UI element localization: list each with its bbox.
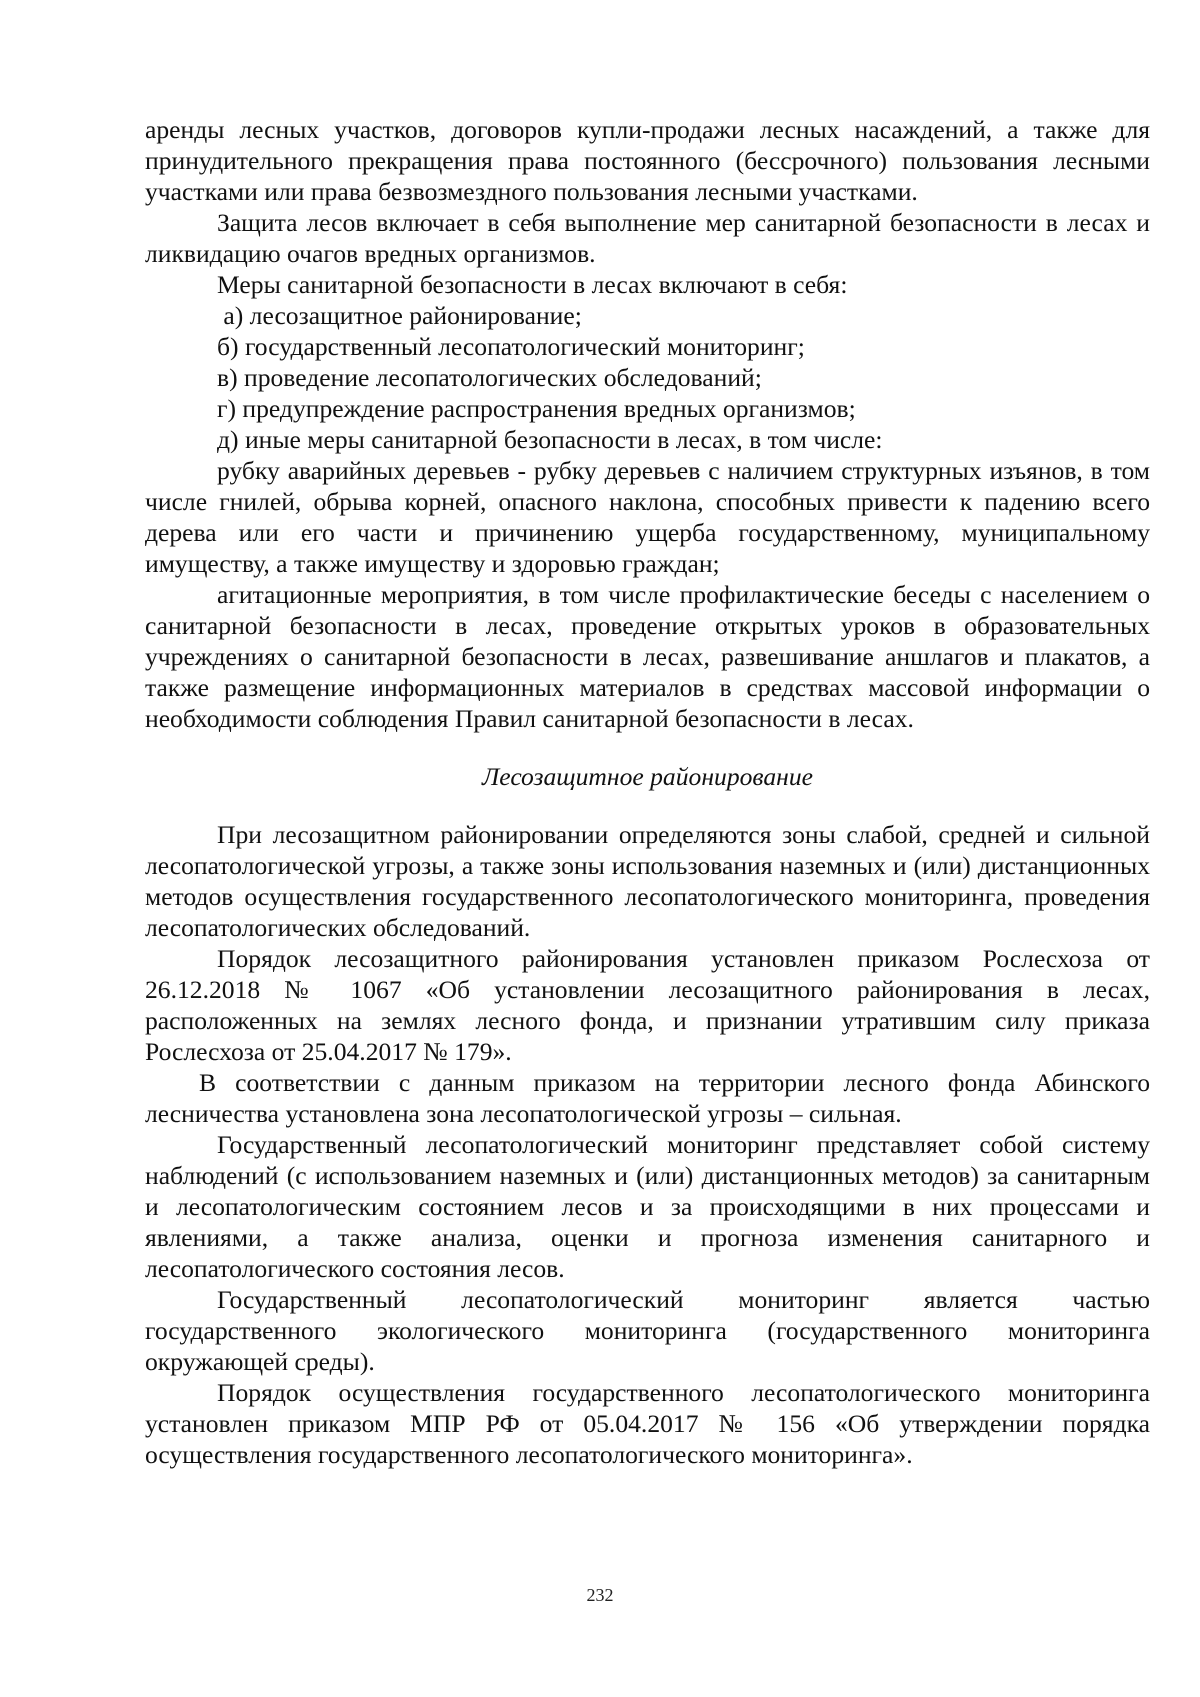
paragraph-zoning: При лесозащитном районировании определяются зоны слабой, средней и сильной лесопатологической угрозы, а также зоны использования наземных и (или) дистанционных методов осуществления государственного лесопатологического мониторинга, проведения лесопатологических обследований. <box>145 820 1150 942</box>
paragraph-forest-protection: Защита лесов включает в себя выполнение мер санитарной безопасности в лесах и ликвидацию очагов вредных организмов. <box>145 208 1150 268</box>
paragraph-zoning-order: Порядок лесозащитного районирования установлен приказом Рослесхоза от 26.12.2018 № 1067 «Об установлении лесозащитного районирования в лесах, расположенных на землях лесного фонда, и признании утратившим силу приказа Рослесхоза от 25.04.2017 № 179». <box>145 944 1150 1066</box>
list-item: в) проведение лесопатологических обследований; <box>217 363 762 392</box>
paragraph-accordance: В соответствии с данным приказом на территории лесного фонда Абинского лесничества установлена зона лесопатологической угрозы – сильная. <box>145 1068 1150 1128</box>
paragraph-monitoring-definition: Государственный лесопатологический мониторинг представляет собой систему наблюдений (с использованием наземных и (или) дистанционных методов) за санитарным и лесопатологическим состоянием лесов и за происходящими в них процессами и явлениями, а также анализа, оценки и прогноза изменения санитарного и лесопатологического состояния лесов. <box>145 1130 1150 1283</box>
list-item: б) государственный лесопатологический мониторинг; <box>217 332 805 361</box>
document-page <box>145 114 1150 1470</box>
paragraph-continuation: аренды лесных участков, договоров купли-продажи лесных насаждений, а также для принудительного прекращения права постоянного (бессрочного) пользования лесными участками или права безвозмездного пользования лесными участками. <box>145 115 1150 206</box>
paragraph-emergency-felling: рубку аварийных деревьев - рубку деревьев с наличием структурных изъянов, в том числе гнилей, обрыва корней, опасного наклона, способных привести к падению всего дерева или его части и причинению ущерба государственному, муниципальному имуществу, а также имуществу и здоровью граждан; <box>145 456 1150 578</box>
list-item: а) лесозащитное районирование; <box>217 301 582 330</box>
page-number: 232 <box>586 1585 614 1605</box>
paragraph-measures-intro: Меры санитарной безопасности в лесах включают в себя: <box>217 270 848 299</box>
list-item: г) предупреждение распространения вредных организмов; <box>217 394 856 423</box>
list-item: д) иные меры санитарной безопасности в лесах, в том числе: <box>217 425 883 454</box>
paragraph-monitoring-order: Порядок осуществления государственного лесопатологического мониторинга установлен приказом МПР РФ от 05.04.2017 № 156 «Об утверждении порядка осуществления государственного лесопатологического мониторинга». <box>145 1378 1150 1469</box>
paragraph-agitation: агитационные мероприятия, в том числе профилактические беседы с населением о санитарной безопасности в лесах, проведение открытых уроков в образовательных учреждениях о санитарной безопасности в лесах, развешивание аншлагов и плакатов, а также размещение информационных материалов в средствах массовой информации о необходимости соблюдения Правил санитарной безопасности в лесах. <box>145 580 1150 733</box>
paragraph-monitoring-part: Государственный лесопатологический мониторинг является частью государственного экологического мониторинга (государственного мониторинга окружающей среды). <box>145 1285 1150 1376</box>
section-heading: Лесозащитное районирование <box>481 762 814 791</box>
